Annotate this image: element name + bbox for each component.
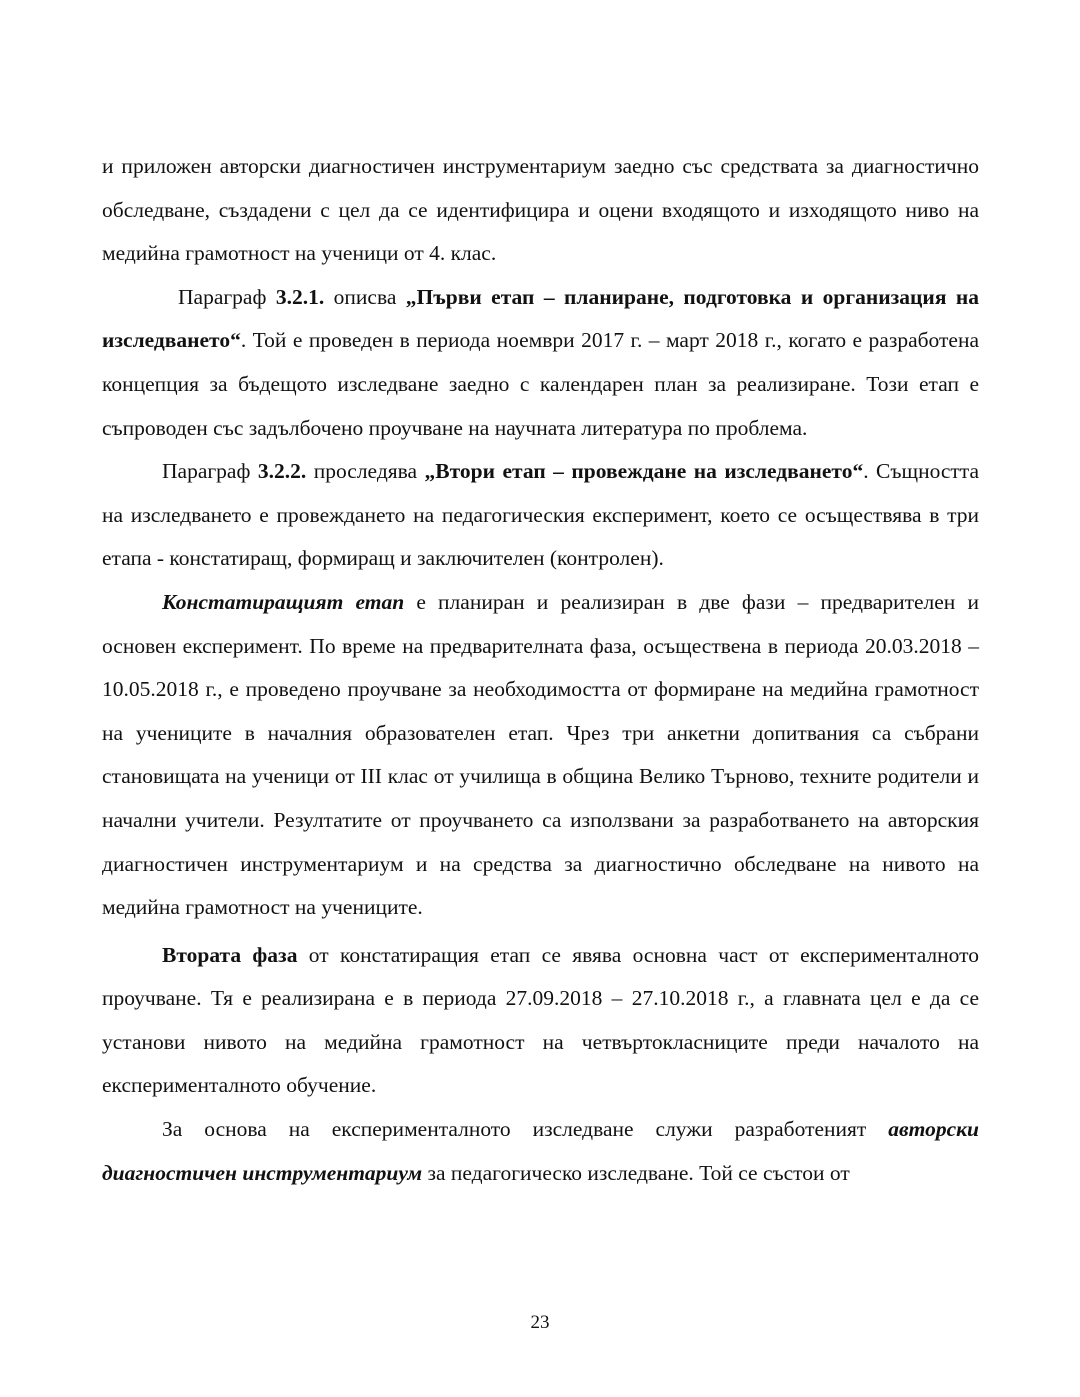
paragraph-intro-continuation bbox=[102, 145, 979, 276]
paragraph-diagnostic-toolkit bbox=[102, 1108, 979, 1195]
paragraph-text: Параграф bbox=[178, 284, 276, 309]
paragraph-text: . Той е проведен в периода ноември 2017 г. – март 2018 г., когато е разработена концепция за бъдещото изследване заедно с календарен план за реализиране. Този етап е съпроводен със задълбочено проучване на научната литература по проблема. bbox=[102, 328, 979, 440]
paragraph-text: е планиран и реализиран в две фази – предварителен и основен експеримент. По време на предварителната фаза, осъществена в периода 20.03.2018 – 10.05.2018 г., е проведено проучване за необходимостта от формиране на медийна грамотност на учениците в началния образователен етап. Чрез три анкетни допитвания са събрани становищата на ученици от III клас от училища в община Велико Търново, техните родители и начални учители. Резултатите от проучването са използвани за разработването на авторския диагностичен инструментариум и на средства за диагностично обследване на нивото на медийна грамотност на учениците. bbox=[102, 589, 979, 920]
page-number: 23 bbox=[530, 1312, 550, 1333]
paragraph-text: проследява bbox=[306, 459, 425, 484]
paragraph-text: . Същността на изследването е провеждането на педагогическия експеримент, което се осъществява в три етапа - констатиращ, формиращ и заключителен (контролен). bbox=[102, 459, 979, 571]
paragraph-section-3-2-2 bbox=[102, 450, 979, 581]
section-title: „Втори етап – провеждане на изследването“ bbox=[424, 459, 864, 484]
paragraph-text: За основа на експерименталното изследване служи разработеният bbox=[162, 1117, 889, 1142]
section-title: „Първи етап – планиране, подготовка и организация на изследването“ bbox=[102, 284, 980, 353]
body-text bbox=[102, 145, 979, 1195]
emphasis-term: Констатиращият етап bbox=[162, 589, 405, 614]
emphasis-term: Втората фаза bbox=[162, 942, 298, 967]
paragraph-text: от констатиращия етап се явява основна част от експерименталното проучване. Тя е реализирана е в периода 27.09.2018 – 27.10.2018 г., а главната цел е да се установи нивото на медийна грамотност на четвъртокласниците преди началото на експерименталното обучение. bbox=[102, 942, 980, 1098]
section-number: 3.2.1. bbox=[275, 284, 325, 309]
paragraph-section-3-2-1 bbox=[102, 276, 979, 450]
paragraph-text: Параграф bbox=[162, 459, 258, 484]
emphasis-term: авторски диагностичен инструментариум bbox=[102, 1117, 979, 1185]
paragraph-text: описва bbox=[324, 284, 406, 309]
paragraph-ascertaining-stage bbox=[102, 581, 979, 930]
paragraph-second-phase bbox=[102, 934, 979, 1108]
paragraph-text: и приложен авторски диагностичен инструментариум заедно със средствата за диагностично обследване, създадени с цел да се идентифицира и оцени входящото и изходящото ниво на медийна грамотност на ученици от 4. клас. bbox=[102, 154, 979, 266]
section-number: 3.2.2. bbox=[257, 459, 307, 484]
paragraph-text: за педагогическо изследване. Той се състои от bbox=[422, 1160, 850, 1185]
